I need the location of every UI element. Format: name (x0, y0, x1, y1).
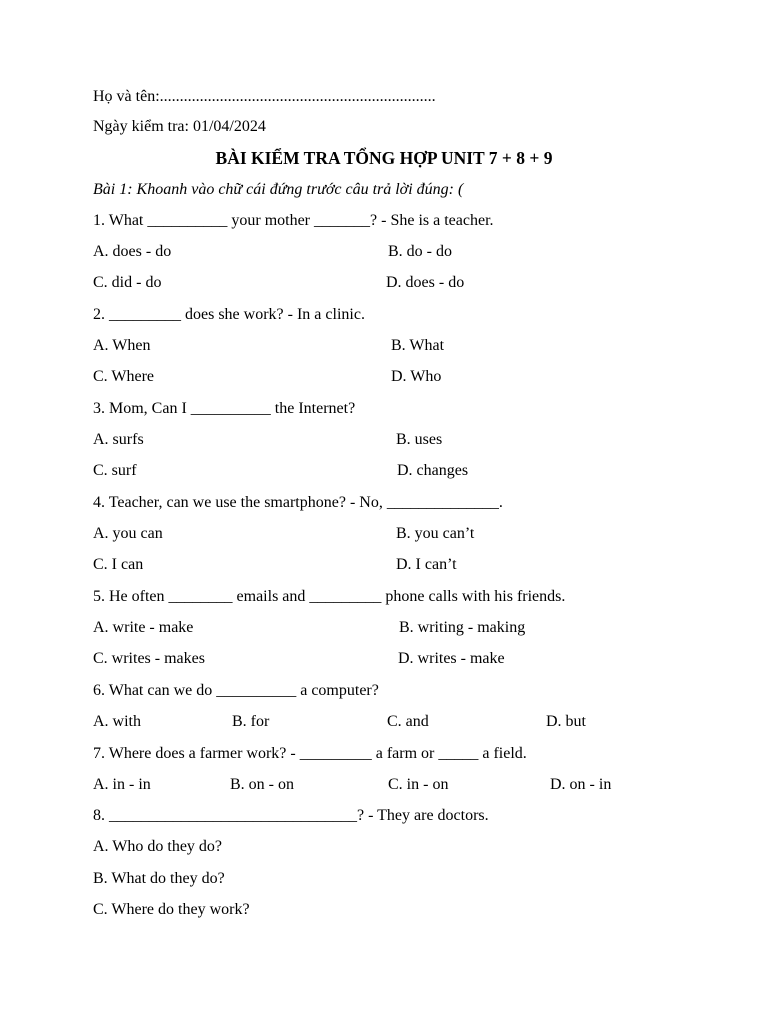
question-3-options-row-1 (93, 429, 693, 451)
option-a[interactable]: A. When (93, 337, 151, 354)
question-5-text: 5. He often ________ emails and _________ phone calls with his friends. (93, 588, 566, 605)
question-8-option-a[interactable]: A. Who do they do? (93, 838, 223, 855)
question-5-options-row-1 (93, 617, 693, 639)
question-4-options-row-2 (93, 554, 693, 576)
option-d[interactable]: D. changes (397, 462, 469, 479)
option-b[interactable]: B. you can’t (396, 525, 475, 542)
option-c[interactable]: C. Where (93, 368, 155, 385)
page-title: BÀI KIỂM TRA TỔNG HỢP UNIT 7 + 8 + 9 (215, 148, 553, 168)
question-1-options-row-1 (93, 241, 693, 263)
question-7-text: 7. Where does a farmer work? - _________ a farm or _____ a field. (93, 745, 527, 762)
option-c[interactable]: C. in - on (388, 776, 449, 793)
question-7-options-row (93, 774, 693, 796)
question-5-options-row-2 (93, 648, 693, 670)
question-2-text: 2. _________ does she work? - In a clinic. (93, 306, 365, 323)
student-name-line: Họ và tên:..................................................................... (93, 88, 436, 105)
option-b[interactable]: B. uses (396, 431, 443, 448)
option-a[interactable]: A. surfs (93, 431, 144, 448)
question-3-options-row-2 (93, 460, 693, 482)
question-8-option-b[interactable]: B. What do they do? (93, 870, 225, 887)
option-b[interactable]: B. on - on (230, 776, 294, 793)
question-4-text: 4. Teacher, can we use the smartphone? - No, ______________. (93, 494, 503, 511)
question-1-text: 1. What __________ your mother _______? - She is a teacher. (93, 212, 494, 229)
option-d[interactable]: D. but (546, 713, 586, 730)
option-d[interactable]: D. does - do (386, 274, 465, 291)
option-b[interactable]: B. do - do (388, 243, 452, 260)
option-c[interactable]: C. I can (93, 556, 144, 573)
question-8-text: 8. _______________________________? - They are doctors. (93, 807, 489, 824)
option-a[interactable]: A. in - in (93, 776, 151, 793)
option-d[interactable]: D. writes - make (398, 650, 505, 667)
question-6-text: 6. What can we do __________ a computer? (93, 682, 379, 699)
option-a[interactable]: A. you can (93, 525, 163, 542)
test-date-line: Ngày kiểm tra: 01/04/2024 (93, 118, 266, 135)
question-4-options-row-1 (93, 523, 693, 545)
option-c[interactable]: C. surf (93, 462, 137, 479)
option-a[interactable]: A. write - make (93, 619, 194, 636)
question-3-text: 3. Mom, Can I __________ the Internet? (93, 400, 356, 417)
exercise-instruction: Bài 1: Khoanh vào chữ cái đứng trước câu trả lời đúng: ( (93, 181, 464, 198)
option-a[interactable]: A. with (93, 713, 141, 730)
option-c[interactable]: C. and (387, 713, 429, 730)
option-b[interactable]: B. for (232, 713, 270, 730)
option-d[interactable]: D. on - in (550, 776, 612, 793)
option-b[interactable]: B. What (391, 337, 445, 354)
question-6-options-row (93, 711, 693, 733)
option-d[interactable]: D. Who (391, 368, 442, 385)
question-2-options-row-1 (93, 335, 693, 357)
question-2-options-row-2 (93, 366, 693, 388)
option-b[interactable]: B. writing - making (399, 619, 526, 636)
option-c[interactable]: C. writes - makes (93, 650, 205, 667)
option-d[interactable]: D. I can’t (396, 556, 457, 573)
option-a[interactable]: A. does - do (93, 243, 172, 260)
option-c[interactable]: C. did - do (93, 274, 162, 291)
question-1-options-row-2 (93, 272, 693, 294)
question-8-option-c[interactable]: C. Where do they work? (93, 901, 250, 918)
